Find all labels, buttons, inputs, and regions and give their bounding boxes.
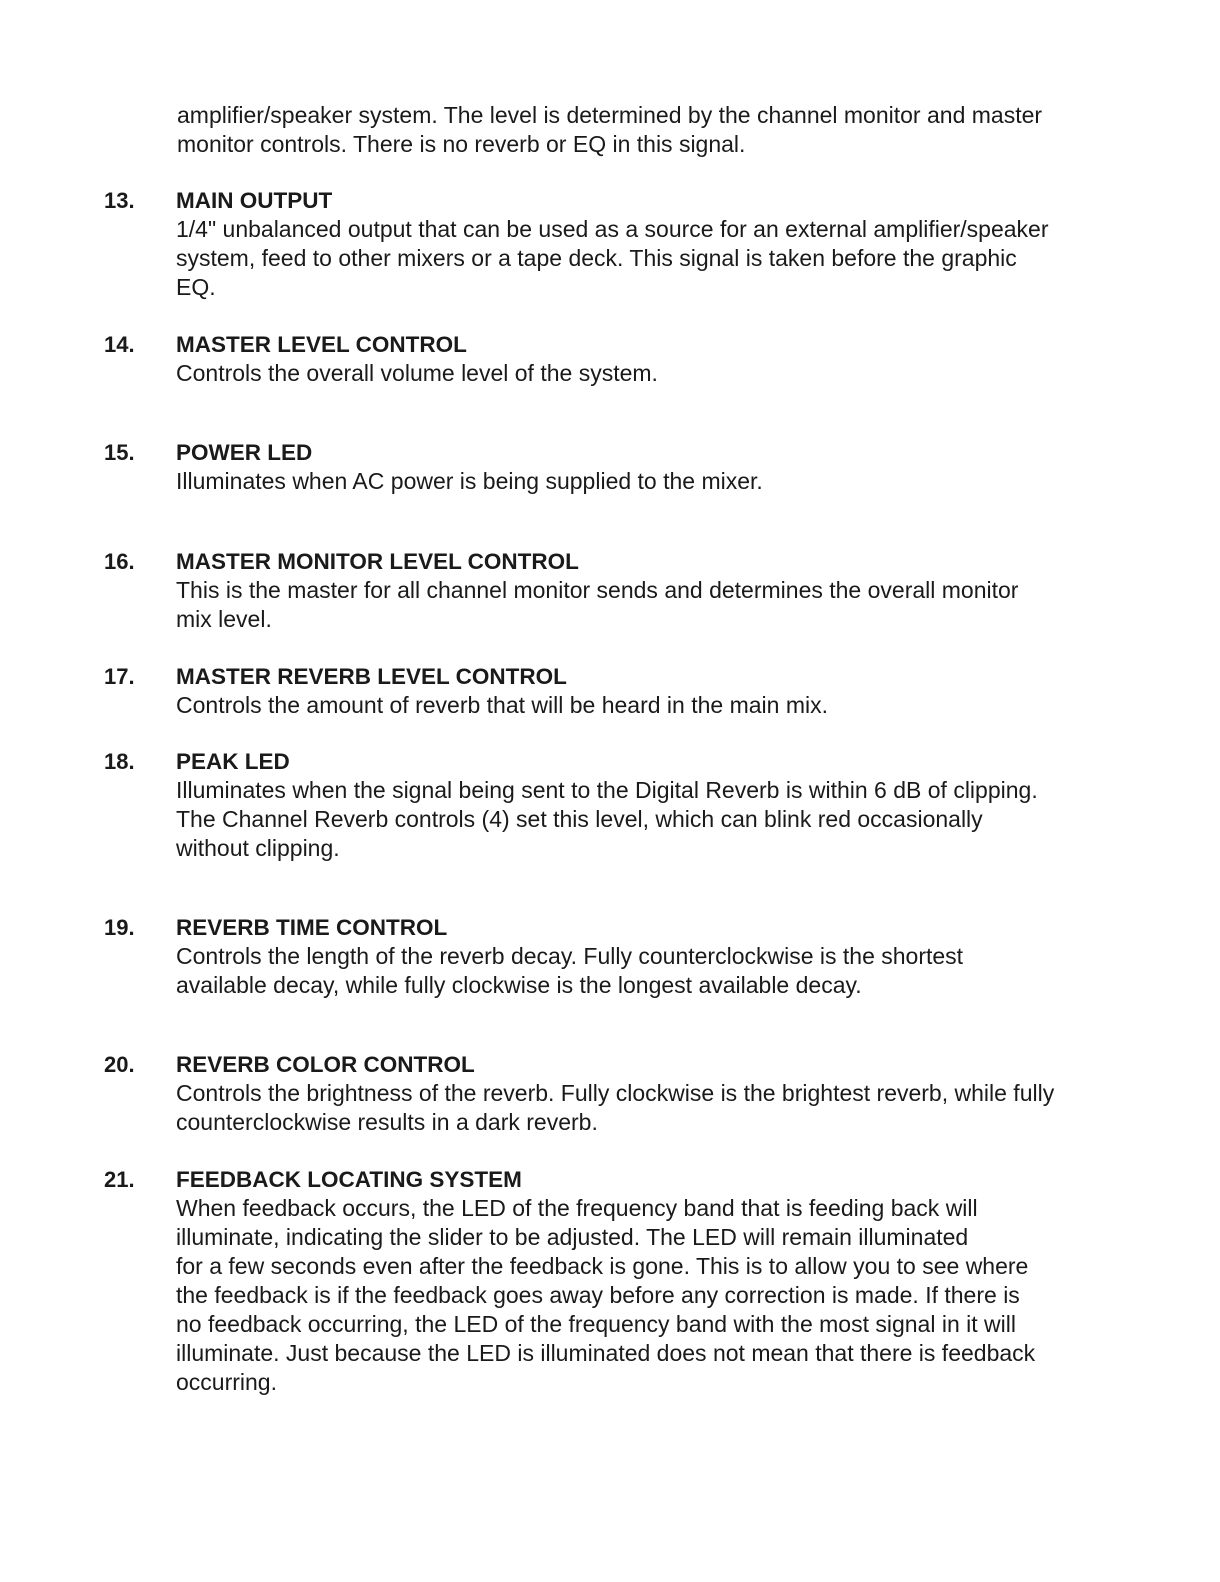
entry-number: 14. <box>104 332 135 357</box>
entry-line: no feedback occurring, the LED of the frequency band with the most signal in it will <box>176 1311 1016 1337</box>
entry-line: without clipping. <box>176 835 340 861</box>
entry-line: Controls the amount of reverb that will be heard in the main mix. <box>176 692 828 718</box>
entry-number: 13. <box>104 188 135 213</box>
entry-heading: MASTER MONITOR LEVEL CONTROL <box>176 549 579 574</box>
entry-line: mix level. <box>176 606 272 632</box>
entry-body <box>176 662 1106 720</box>
entry-line: The Channel Reverb controls (4) set this level, which can blink red occasionally <box>176 806 983 832</box>
entry-body <box>176 1050 1106 1137</box>
entry-line: the feedback is if the feedback goes away before any correction is made. If there is <box>176 1282 1020 1308</box>
entry-heading: FEEDBACK LOCATING SYSTEM <box>176 1167 522 1192</box>
entry-line: Illuminates when AC power is being supplied to the mixer. <box>176 468 763 494</box>
entry-heading: PEAK LED <box>176 749 290 774</box>
entry-body <box>176 438 1106 496</box>
entry-body <box>176 747 1106 863</box>
entry-line: EQ. <box>176 274 216 300</box>
entry-body <box>176 547 1106 634</box>
entry-line: illuminate, indicating the slider to be adjusted. The LED will remain illuminated <box>176 1224 969 1250</box>
continued-paragraph <box>177 101 1107 159</box>
entry-line: Illuminates when the signal being sent to the Digital Reverb is within 6 dB of clipping. <box>176 777 1038 803</box>
entry-line: available decay, while fully clockwise is the longest available decay. <box>176 972 862 998</box>
entry-line: Controls the length of the reverb decay. Fully counterclockwise is the shortest <box>176 943 964 969</box>
entry-body <box>176 913 1106 1000</box>
entry-heading: MASTER LEVEL CONTROL <box>176 332 467 357</box>
entry-line: for a few seconds even after the feedback is gone. This is to allow you to see where <box>176 1253 1029 1279</box>
entry-number: 17. <box>104 664 135 689</box>
entry-line: system, feed to other mixers or a tape deck. This signal is taken before the graphic <box>176 245 1017 271</box>
entry-heading: REVERB COLOR CONTROL <box>176 1052 475 1077</box>
entry-line: occurring. <box>176 1369 277 1395</box>
entry-heading: MASTER REVERB LEVEL CONTROL <box>176 664 567 689</box>
paragraph-line: amplifier/speaker system. The level is determined by the channel monitor and master <box>177 102 1043 128</box>
entry-number: 15. <box>104 440 135 465</box>
entry-heading: MAIN OUTPUT <box>176 188 333 213</box>
entry-number: 19. <box>104 915 135 940</box>
entry-body <box>176 1165 1106 1397</box>
entry-heading: POWER LED <box>176 440 313 465</box>
entry-number: 21. <box>104 1167 135 1192</box>
entry-number: 20. <box>104 1052 135 1077</box>
entry-body <box>176 330 1106 388</box>
entry-line: Controls the overall volume level of the system. <box>176 360 658 386</box>
paragraph-line: monitor controls. There is no reverb or EQ in this signal. <box>177 131 746 157</box>
entry-line: 1/4" unbalanced output that can be used as a source for an external amplifier/speaker <box>176 216 1049 242</box>
entry-number: 18. <box>104 749 135 774</box>
entry-heading: REVERB TIME CONTROL <box>176 915 448 940</box>
entry-line: When feedback occurs, the LED of the frequency band that is feeding back will <box>176 1195 978 1221</box>
entry-line: This is the master for all channel monitor sends and determines the overall monitor <box>176 577 1019 603</box>
entry-number: 16. <box>104 549 135 574</box>
entry-line: counterclockwise results in a dark reverb. <box>176 1109 598 1135</box>
entry-line: illuminate. Just because the LED is illuminated does not mean that there is feedback <box>176 1340 1036 1366</box>
entry-body <box>176 186 1106 302</box>
entry-line: Controls the brightness of the reverb. Fully clockwise is the brightest reverb, while fully <box>176 1080 1055 1106</box>
